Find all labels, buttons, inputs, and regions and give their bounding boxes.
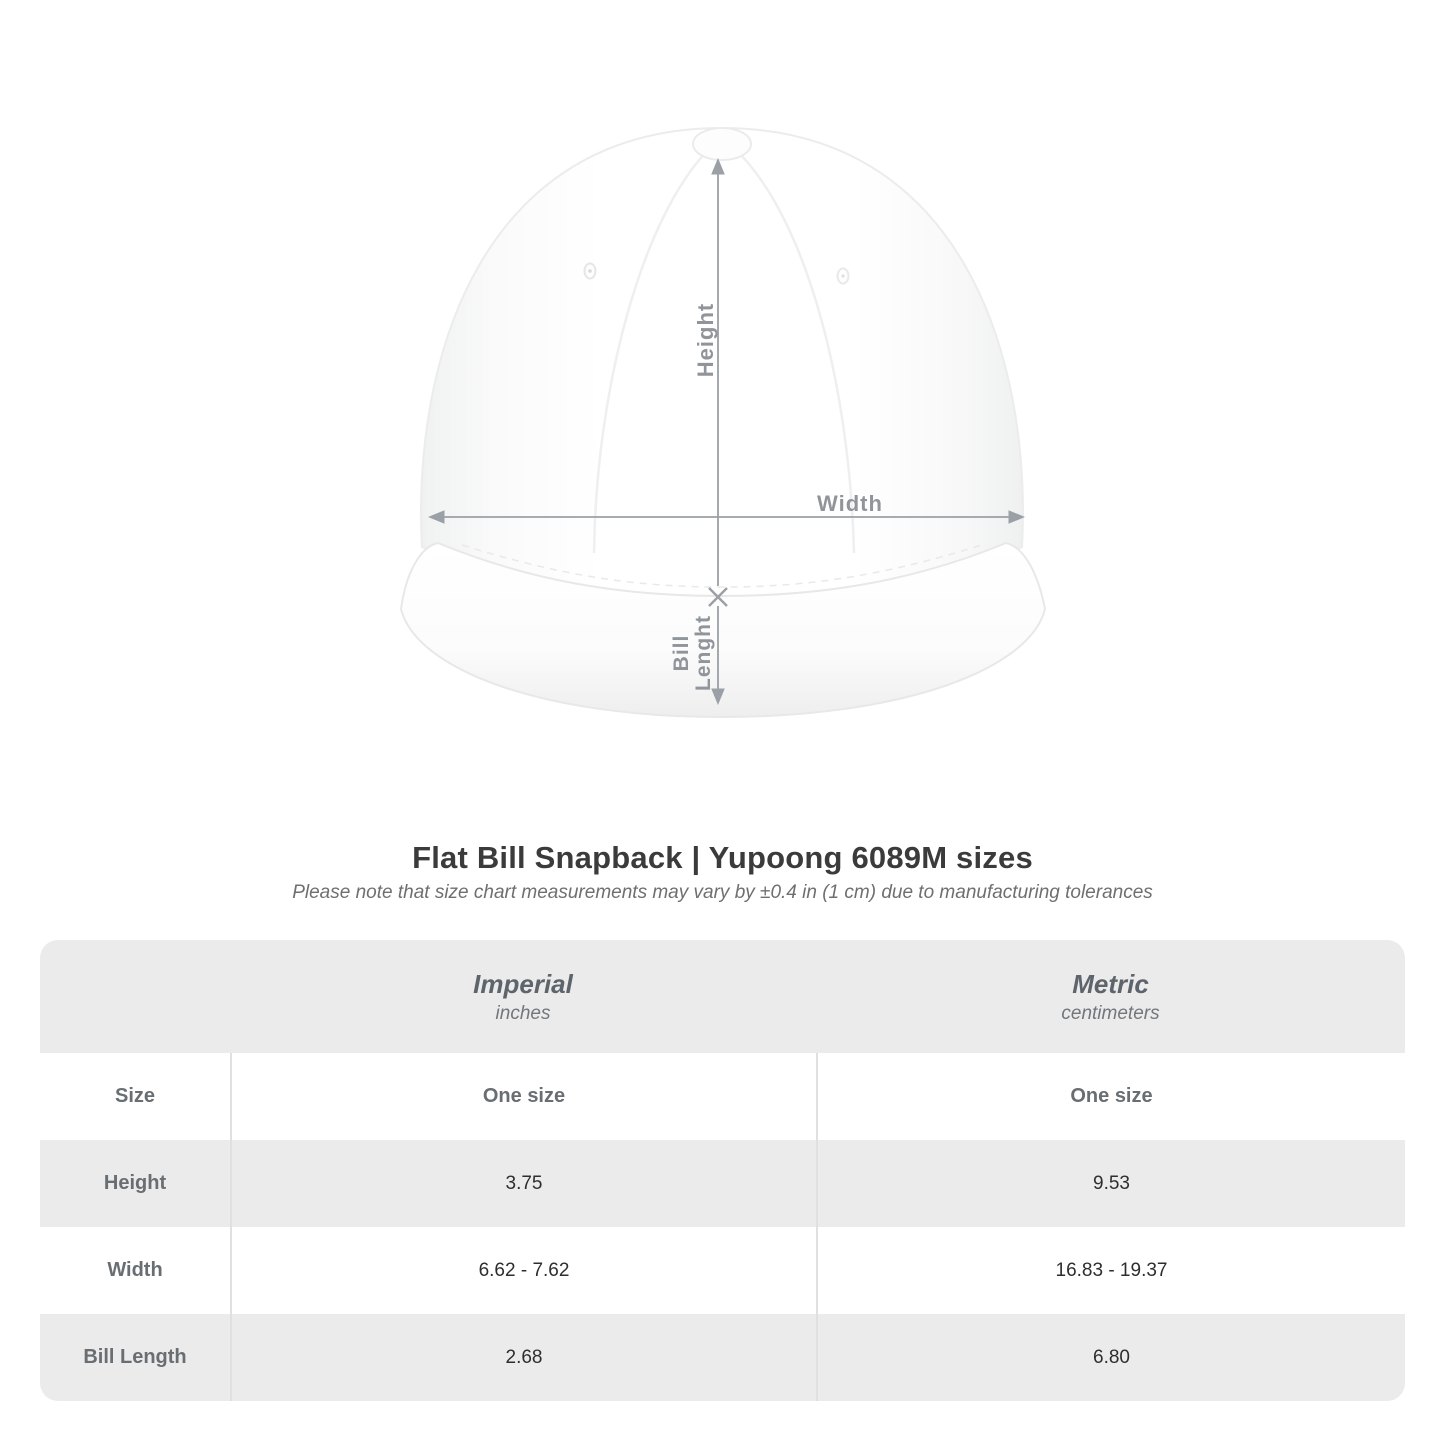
imperial-header-label: Imperial: [473, 968, 573, 999]
table-row-width: [40, 1227, 1405, 1314]
snapback-hat-illustration: [398, 95, 1048, 735]
metric-header-cell: [816, 940, 1405, 1053]
width-dimension-label: Width: [817, 491, 883, 516]
imperial-value-cell: 6.62 - 7.62: [230, 1227, 816, 1314]
hat-size-diagram: [398, 95, 1048, 735]
metric-value-cell: One size: [816, 1053, 1405, 1140]
size-table: [40, 940, 1405, 1401]
table-header-row: [40, 940, 1405, 1053]
page-title: Flat Bill Snapback | Yupoong 6089M sizes: [412, 840, 1033, 875]
row-label-cell: Bill Length: [83, 1346, 187, 1368]
imperial-value-cell: 3.75: [230, 1140, 816, 1227]
metric-value-cell: 16.83 - 19.37: [816, 1227, 1405, 1314]
metric-value-cell: 9.53: [816, 1140, 1405, 1227]
row-label-cell: Width: [107, 1259, 163, 1281]
row-label-cell: Size: [114, 1085, 156, 1107]
imperial-unit-label: inches: [495, 1002, 551, 1024]
height-dimension-label: Height: [693, 302, 718, 378]
header-spacer-cell: [40, 940, 230, 1053]
table-body: [40, 1053, 1405, 1401]
imperial-value-cell: One size: [230, 1053, 816, 1140]
metric-header-label: Metric: [1072, 968, 1149, 999]
row-label-cell: Height: [103, 1172, 167, 1194]
hat-crown: [421, 128, 1023, 596]
page-subtitle: Please note that size chart measurements may vary by ±0.4 in (1 cm) due to manufacturing tolerances: [292, 882, 1153, 903]
bill-length-dimension-label: BillLenght: [670, 615, 715, 691]
metric-value-cell: 6.80: [816, 1314, 1405, 1401]
metric-unit-label: centimeters: [1061, 1002, 1160, 1024]
table-row-bill-length: [40, 1314, 1405, 1401]
table-row-size: [40, 1053, 1405, 1140]
imperial-value-cell: 2.68: [230, 1314, 816, 1401]
hat-button: [693, 128, 751, 160]
imperial-header-cell: [230, 940, 816, 1053]
table-row-height: [40, 1140, 1405, 1227]
